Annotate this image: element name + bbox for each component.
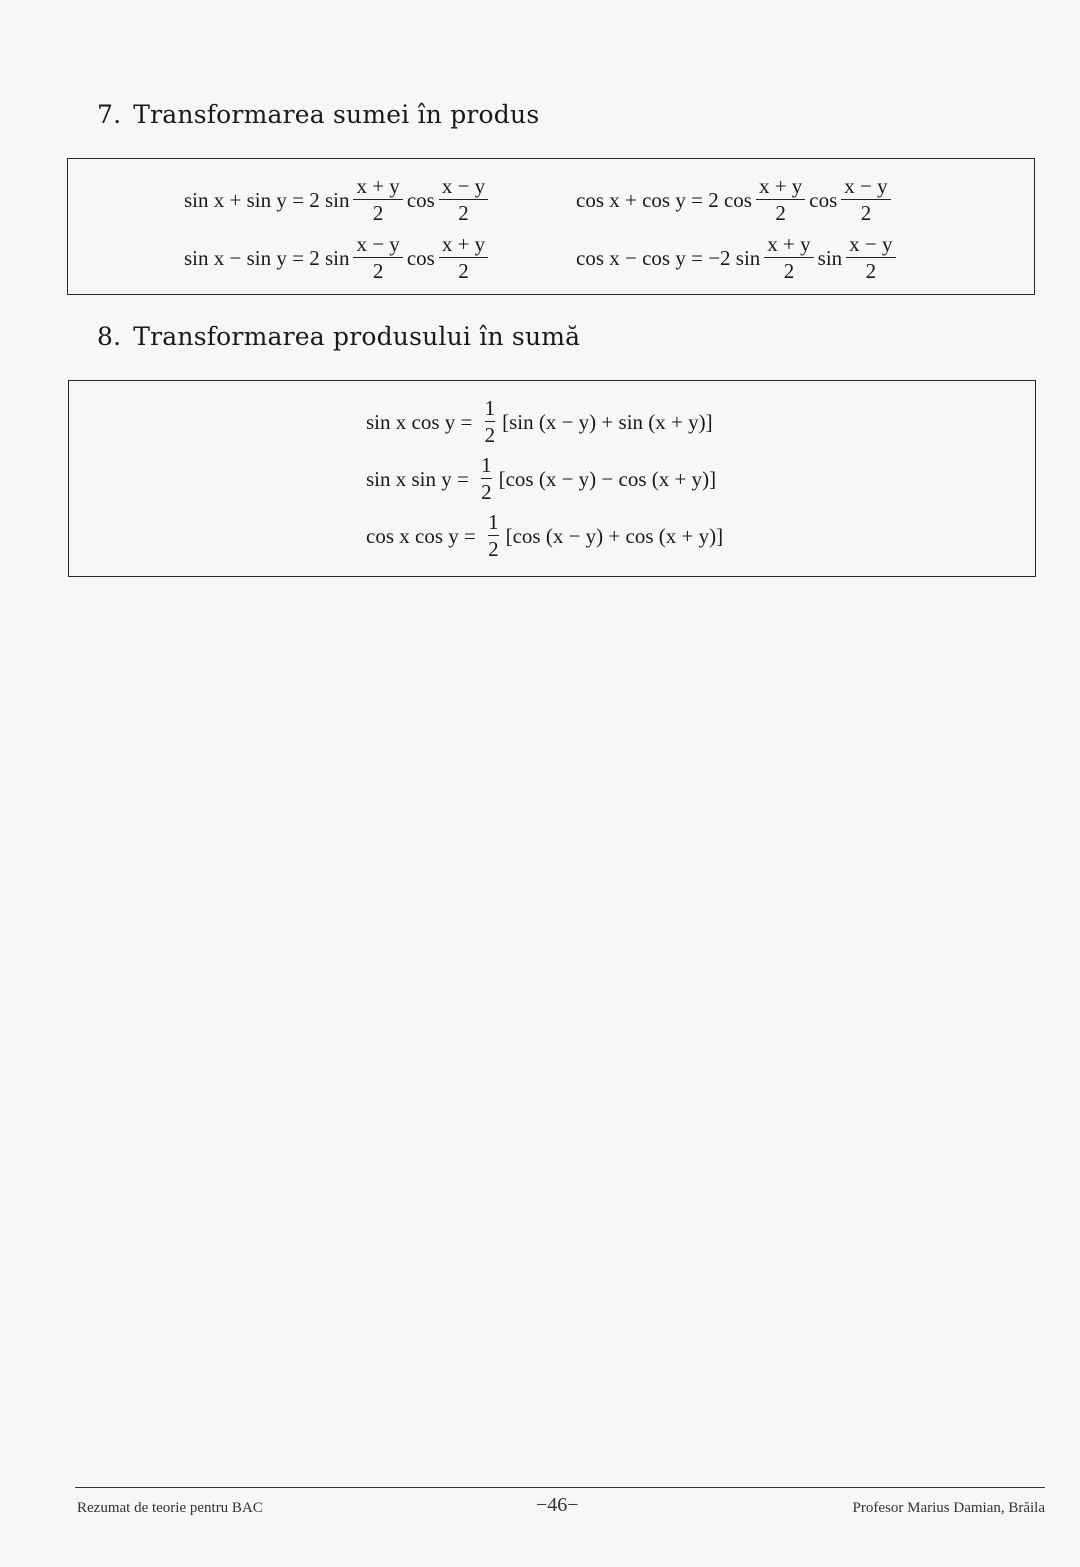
formula-rhs: [sin (x − y) + sin (x + y)] — [502, 409, 713, 434]
numerator: 1 — [481, 453, 492, 477]
formula-cos-cos-product: cos x cos y = $\frac{1}{2}$ [cos (x − y) + cos (x + y)] — [366, 510, 724, 561]
formula-lhs: sin x − sin y — [184, 245, 287, 270]
formula-prefix: 2 sin — [309, 187, 350, 212]
section-title: Transformarea produsului în sumă — [133, 322, 581, 351]
numerator: x − y — [353, 234, 402, 258]
formula-sin-diff: sin x − sin y = 2 sin $\frac{x - y}{2}$ cos $\frac{x + y}{2}$ — [184, 234, 492, 282]
fraction — [478, 455, 495, 503]
denominator: 2 — [372, 201, 384, 225]
formula-lhs: cos x − cos y — [576, 245, 686, 270]
denominator: 2 — [484, 423, 496, 447]
denominator: 2 — [488, 537, 499, 561]
fraction — [439, 176, 488, 224]
formula-sin-cos-product: sin x cos y = $\frac{1}{2}$ [sin (x − y) + sin (x + y)] — [366, 396, 713, 447]
formula-cos-diff: cos x − cos y = −2 sin $\frac{x + y}{2}$ sin $\frac{x - y}{2}$ — [576, 234, 900, 282]
denominator: 2 — [860, 201, 872, 225]
formula-sin-sin-product: sin x sin y = $\frac{1}{2}$ [cos (x − y) − cos (x + y)] — [366, 453, 717, 504]
formula-mid: sin — [817, 245, 843, 270]
denominator: 2 — [372, 259, 384, 283]
numerator: x − y — [846, 234, 895, 258]
formula-mid: cos — [406, 187, 435, 212]
section-number: 8. — [97, 322, 122, 351]
numerator: x − y — [841, 176, 890, 200]
denominator: 2 — [783, 259, 795, 283]
formula-prefix: 2 cos — [708, 187, 752, 212]
formula-lhs: cos x + cos y — [576, 187, 686, 212]
denominator: 2 — [458, 259, 469, 283]
denominator: 2 — [775, 201, 786, 225]
section-number: 7. — [97, 100, 122, 129]
formula-lhs: sin x sin y — [366, 466, 452, 491]
formula-rhs: [cos (x − y) − cos (x + y)] — [498, 466, 717, 491]
footer-divider — [75, 1487, 1045, 1488]
page-number: −46− — [536, 1494, 579, 1516]
fraction — [764, 234, 813, 282]
formula-lhs: sin x cos y — [366, 409, 456, 434]
section-8-heading — [97, 322, 580, 351]
fraction — [846, 234, 895, 282]
denominator: 2 — [481, 480, 492, 504]
formula-prefix: 2 sin — [309, 245, 350, 270]
footer-left: Rezumat de teorie pentru BAC — [77, 1500, 263, 1516]
formula-lhs: sin x + sin y — [184, 187, 287, 212]
numerator: 1 — [488, 510, 499, 534]
formula-cos-sum: cos x + cos y = 2 cos $\frac{x + y}{2}$ cos $\frac{x - y}{2}$ — [576, 176, 895, 224]
numerator: x − y — [439, 176, 488, 200]
formula-prefix: −2 sin — [708, 245, 761, 270]
numerator: x + y — [439, 234, 488, 258]
fraction — [841, 176, 890, 224]
formula-sin-sum: sin x + sin y = 2 sin $\frac{x + y}{2}$ cos $\frac{x - y}{2}$ — [184, 176, 492, 224]
fraction — [482, 398, 499, 446]
fraction — [353, 234, 402, 282]
numerator: x + y — [353, 176, 402, 200]
numerator: x + y — [756, 176, 805, 200]
section-title: Transformarea sumei în produs — [133, 100, 540, 129]
numerator: x + y — [764, 234, 813, 258]
fraction — [485, 512, 502, 560]
section-7-heading — [97, 100, 539, 129]
formula-mid: cos — [406, 245, 435, 270]
footer-right: Profesor Marius Damian, Brăila — [852, 1500, 1045, 1516]
denominator: 2 — [458, 201, 469, 225]
formula-lhs: cos x cos y — [366, 523, 459, 548]
fraction — [439, 234, 488, 282]
fraction — [353, 176, 402, 224]
formula-rhs: [cos (x − y) + cos (x + y)] — [505, 523, 724, 548]
fraction — [756, 176, 805, 224]
denominator: 2 — [865, 259, 877, 283]
formula-mid: cos — [809, 187, 838, 212]
numerator: 1 — [484, 396, 496, 420]
